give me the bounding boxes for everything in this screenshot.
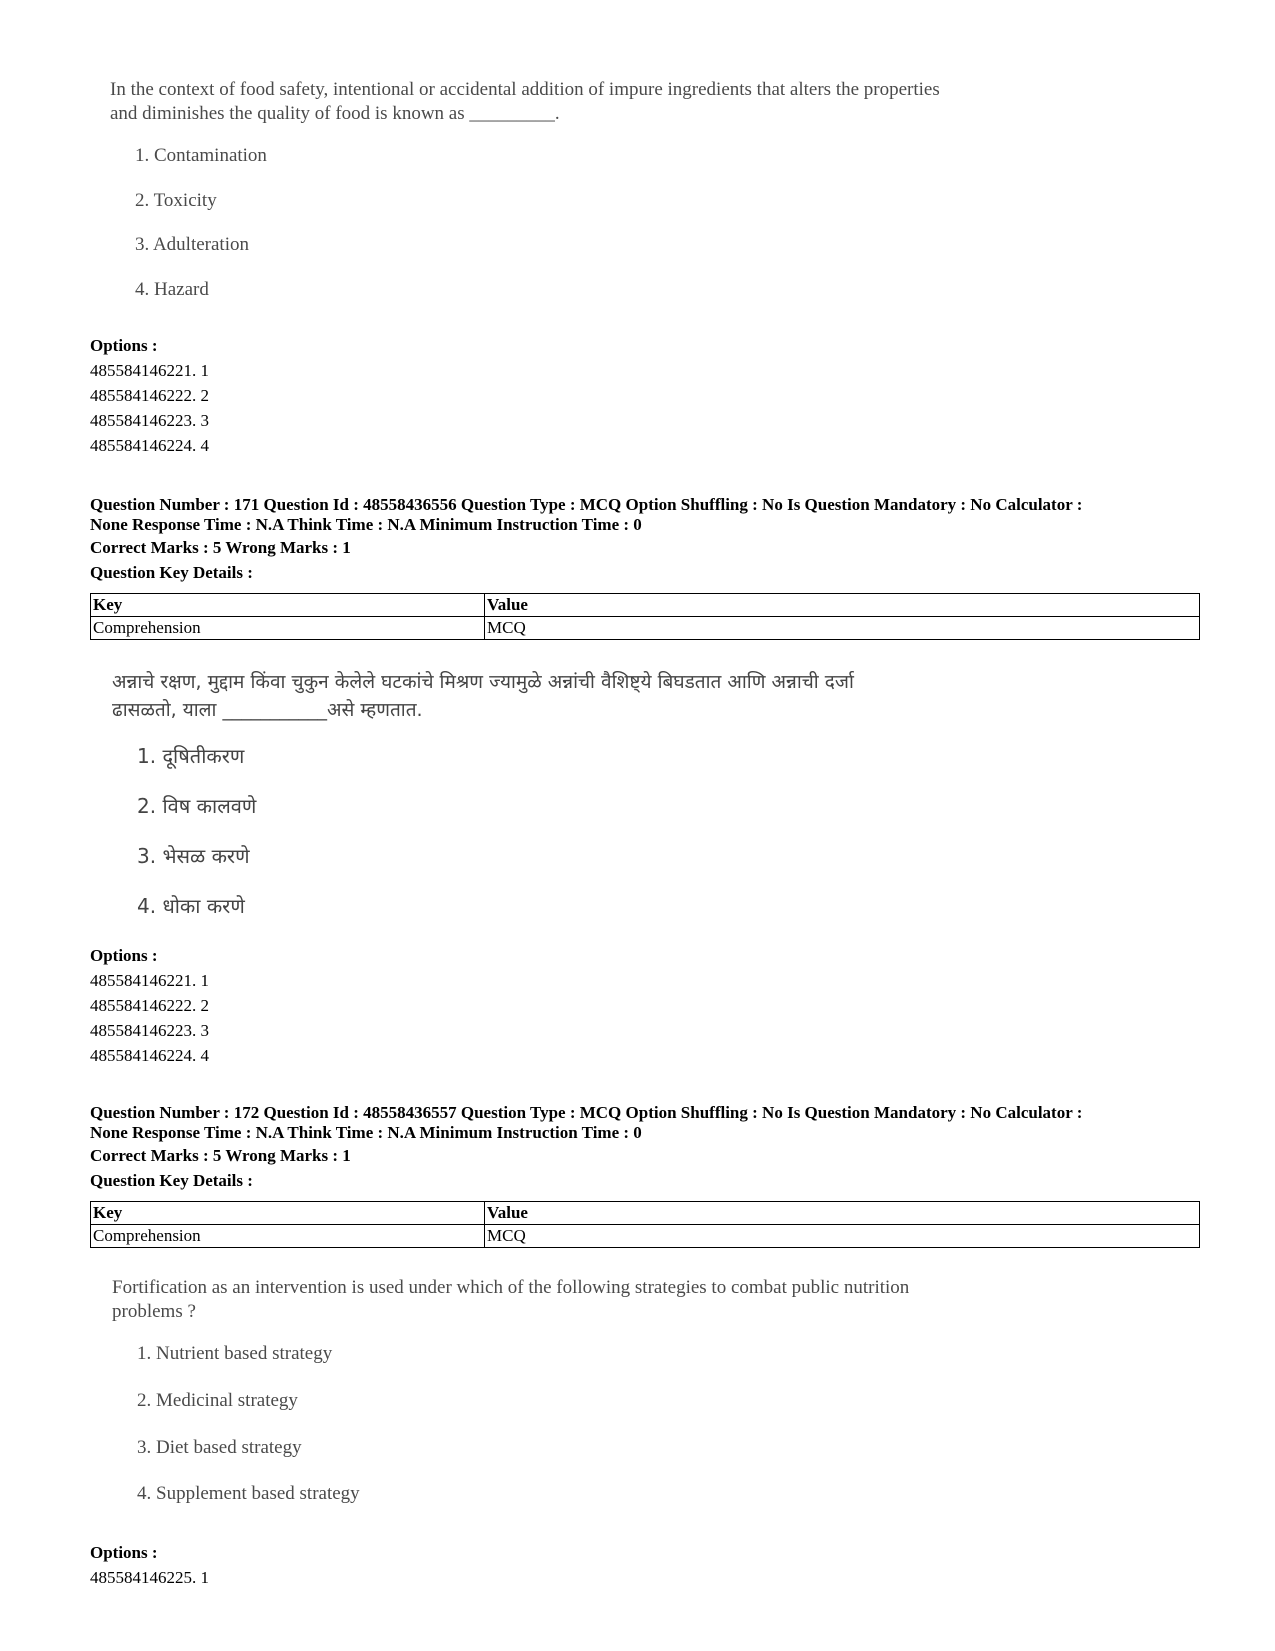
table-cell-value: MCQ <box>485 617 1200 640</box>
choice-2: 2. Toxicity <box>135 190 217 211</box>
table-header-value: Value <box>485 1202 1200 1225</box>
table-cell-value: MCQ <box>485 1225 1200 1248</box>
option-id: 485584146223. 3 <box>90 411 209 430</box>
option-id: 485584146222. 2 <box>90 386 209 405</box>
table-header-row <box>91 594 1200 617</box>
key-details-table-171 <box>90 593 1200 640</box>
choice-1: 1. Contamination <box>135 145 267 166</box>
options-label: Options : <box>90 946 158 965</box>
option-id: 485584146222. 2 <box>90 996 209 1015</box>
option-id: 485584146221. 1 <box>90 971 209 990</box>
choice-4: 4. Hazard <box>135 279 209 300</box>
table-row <box>91 617 1200 640</box>
question-stem-line-2: ढासळतो, याला ___________असे म्हणतात. <box>112 699 423 721</box>
choice-2: 2. Medicinal strategy <box>137 1390 298 1411</box>
table-row <box>91 1225 1200 1248</box>
choice-1: 1. दूषितीकरण <box>137 744 245 768</box>
option-id: 485584146221. 1 <box>90 361 209 380</box>
option-id: 485584146223. 3 <box>90 1021 209 1040</box>
table-header-key: Key <box>91 594 485 617</box>
question-stem-line-1: In the context of food safety, intentional or accidental addition of impure ingredients that alters the properties <box>110 79 940 100</box>
question-stem-line-2: and diminishes the quality of food is known as _________. <box>110 103 560 124</box>
choice-3: 3. Adulteration <box>135 234 249 255</box>
question-image-171 <box>112 668 992 928</box>
question-meta-line-2: None Response Time : N.A Think Time : N.A Minimum Instruction Time : 0 <box>90 1123 642 1142</box>
choice-3: 3. Diet based strategy <box>137 1437 302 1458</box>
table-cell-key: Comprehension <box>91 1225 485 1248</box>
option-id: 485584146224. 4 <box>90 1046 209 1065</box>
key-details-label: Question Key Details : <box>90 1171 253 1190</box>
key-details-table-172 <box>90 1201 1200 1248</box>
options-block-170 <box>90 334 1200 458</box>
choice-4: 4. Supplement based strategy <box>137 1483 360 1504</box>
question-image-170 <box>110 78 1010 308</box>
options-block-172 <box>90 1541 1200 1590</box>
table-cell-key: Comprehension <box>91 617 485 640</box>
question-meta-171 <box>90 495 1200 585</box>
table-header-key: Key <box>91 1202 485 1225</box>
question-stem-line-2: problems ? <box>112 1301 196 1322</box>
options-block-171 <box>90 944 1200 1068</box>
option-id: 485584146224. 4 <box>90 436 209 455</box>
choice-3: 3. भेसळ करणे <box>137 844 250 868</box>
question-meta-line-1: Question Number : 171 Question Id : 48558436556 Question Type : MCQ Option Shuffling : No Is Question Mandatory : No Calculator : <box>90 495 1083 514</box>
table-header-value: Value <box>485 594 1200 617</box>
marks-line: Correct Marks : 5 Wrong Marks : 1 <box>90 538 351 557</box>
choice-1: 1. Nutrient based strategy <box>137 1343 333 1364</box>
question-image-172 <box>112 1276 992 1516</box>
question-stem-line-1: अन्नाचे रक्षण, मुद्दाम किंवा चुकुन केलेले घटकांचे मिश्रण ज्यामुळे अन्नांची वैशिष्ट्ये बिघडतात आणि अन्नाची दर्जा <box>112 671 854 693</box>
key-details-label: Question Key Details : <box>90 563 253 582</box>
table-header-row <box>91 1202 1200 1225</box>
options-label: Options : <box>90 336 158 355</box>
marks-line: Correct Marks : 5 Wrong Marks : 1 <box>90 1146 351 1165</box>
question-meta-line-1: Question Number : 172 Question Id : 48558436557 Question Type : MCQ Option Shuffling : No Is Question Mandatory : No Calculator : <box>90 1103 1083 1122</box>
choice-4: 4. धोका करणे <box>137 894 245 918</box>
option-id: 485584146225. 1 <box>90 1568 209 1587</box>
choice-2: 2. विष कालवणे <box>137 794 257 818</box>
options-label: Options : <box>90 1543 158 1562</box>
question-meta-line-2: None Response Time : N.A Think Time : N.A Minimum Instruction Time : 0 <box>90 515 642 534</box>
question-meta-172 <box>90 1103 1200 1193</box>
question-stem-line-1: Fortification as an intervention is used under which of the following strategies to combat public nutrition <box>112 1277 910 1298</box>
